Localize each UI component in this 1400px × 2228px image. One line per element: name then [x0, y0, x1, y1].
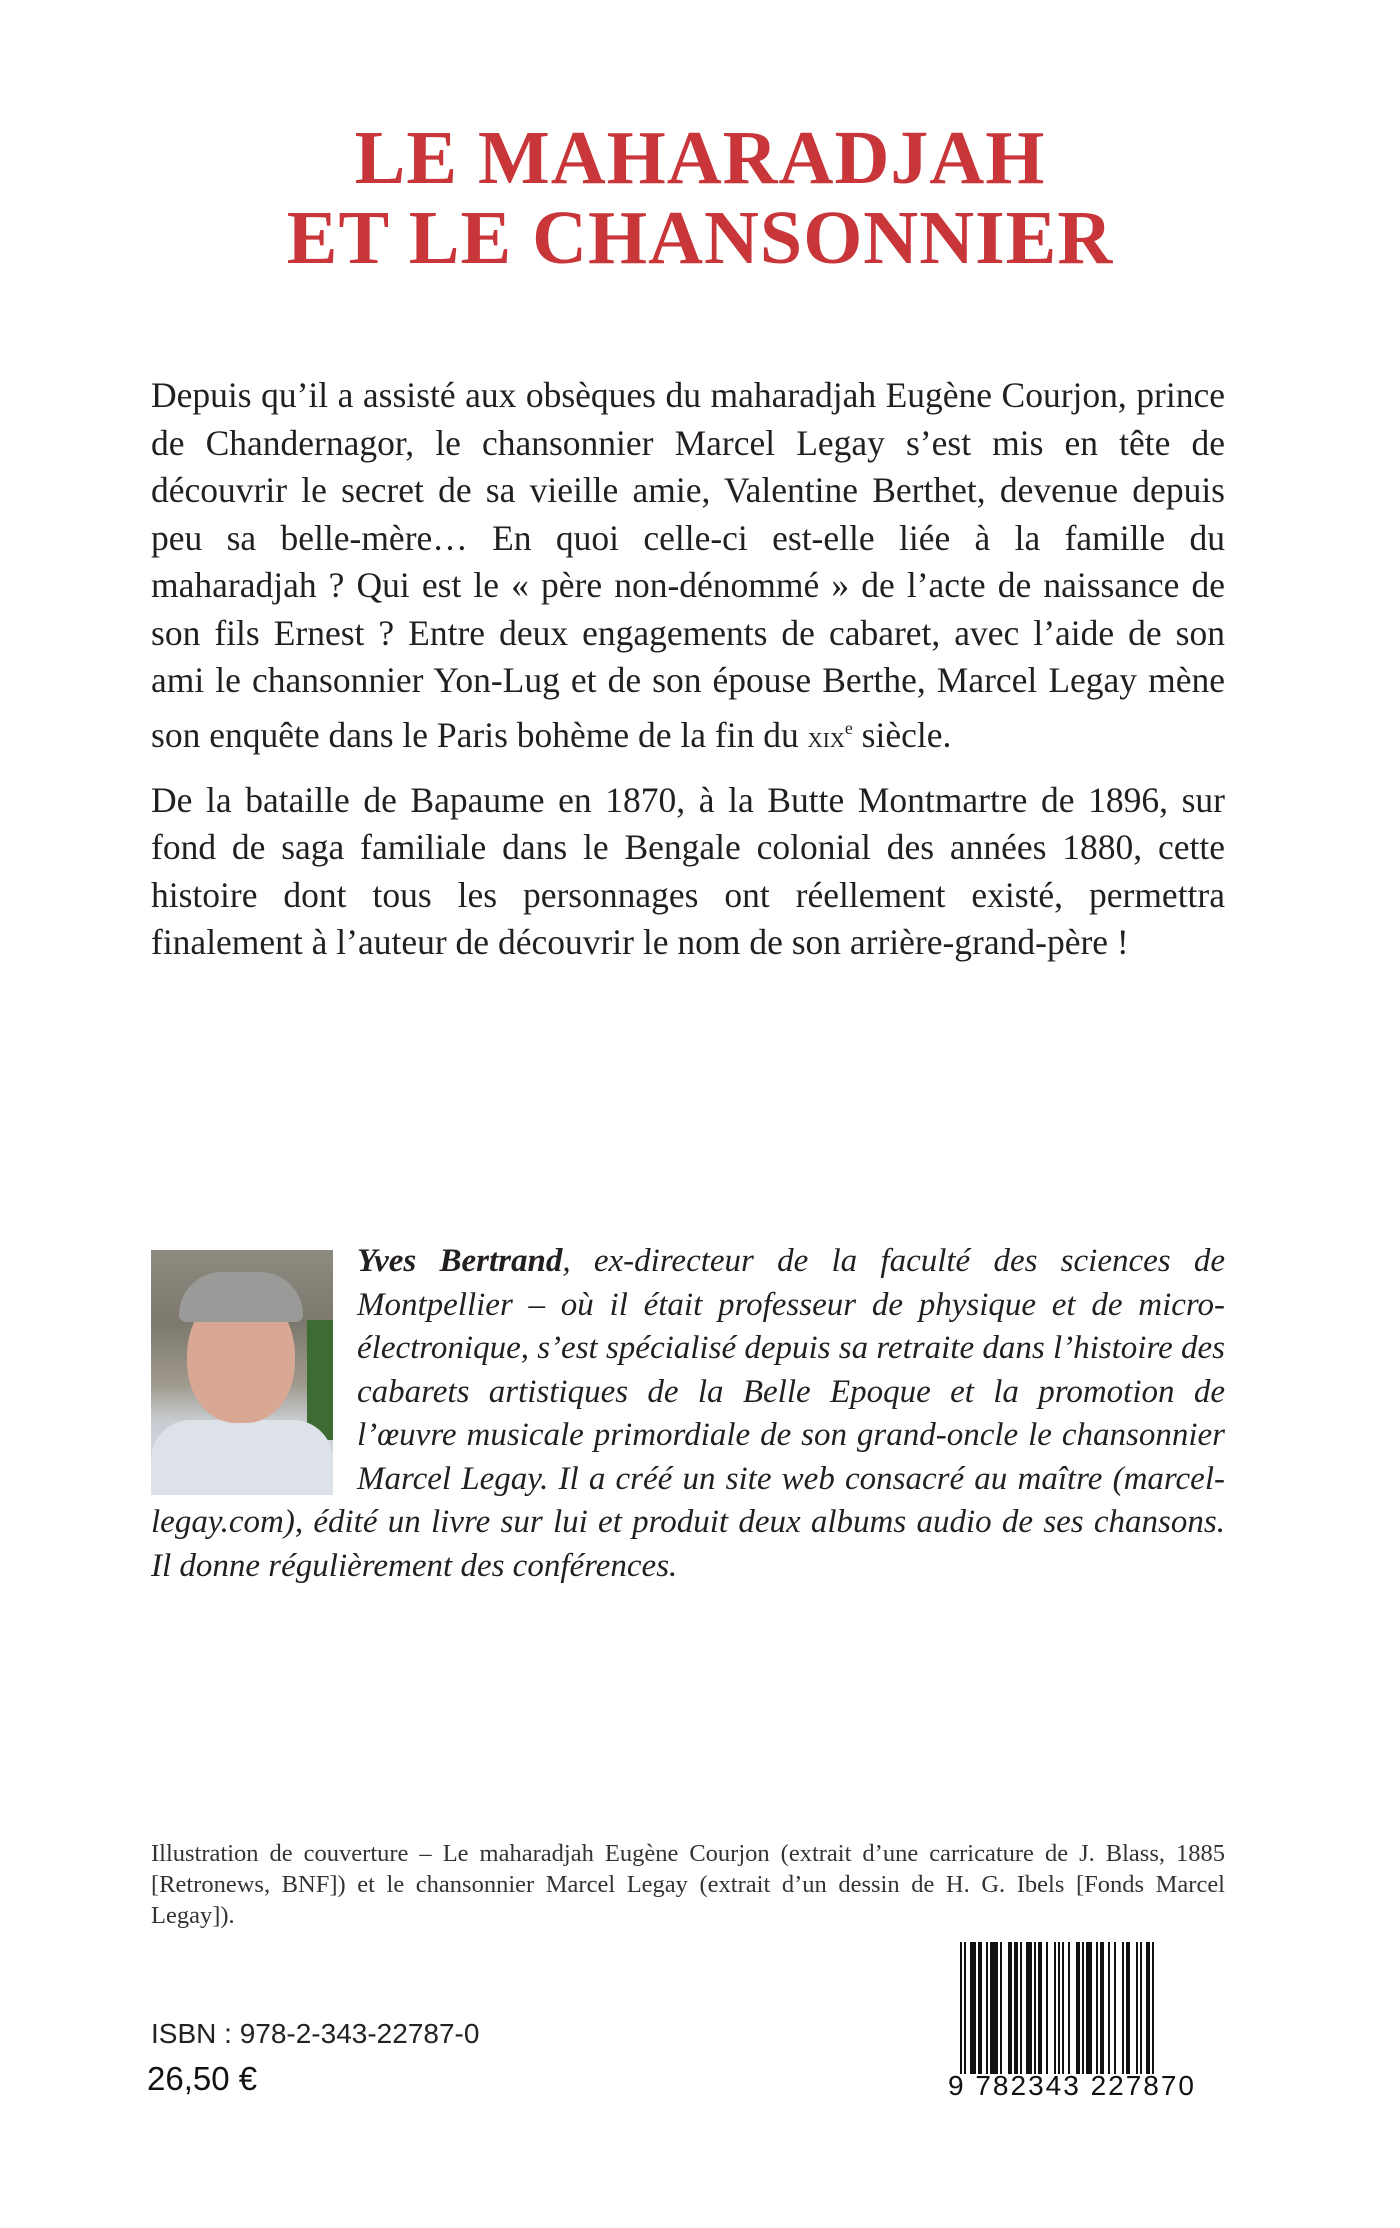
barcode-bar — [990, 1942, 998, 2074]
barcode-bar — [1154, 1942, 1156, 2074]
synopsis-paragraph-2: De la bataille de Bapaume en 1870, à la Butte Montmartre de 1896, sur fond de saga familiale dans le Bengale colonial des années 1880, cette histoire dont tous les personnages ont réellement existé, permettra finalement à l’auteur de découvrir le nom de son arrière-grand-père ! — [151, 779, 1225, 963]
author-name: Yves Bertrand — [357, 1243, 563, 1279]
book-title — [0, 118, 1400, 278]
isbn: ISBN : 978-2-343-22787-0 — [151, 2018, 480, 2049]
century-superscript: e — [844, 717, 853, 738]
title-line-2: ET LE CHANSONNIER — [286, 196, 1114, 280]
synopsis — [151, 372, 1225, 983]
barcode-digits: 9 782343 227870 — [948, 2070, 1196, 2101]
author-bio — [151, 1240, 1225, 1588]
synopsis-text: Depuis qu’il a assisté aux obsèques du maharadjah Eugène Courjon, prince de Chandernagor, le chansonnier Marcel Legay s’est mis en tête de découvrir le secret de sa vieille amie, Valentine Berthet, devenue depuis peu sa belle-mère… En quoi celle-ci est-elle liée à la famille du maharadjah ? Qui est le « père non-dénommé » de l’acte de naissance de son fils Ernest ? Entre deux engagements de cabaret, avec l’aide de son ami le chansonnier Yon-Lug et de son épouse Berthe, Marcel Legay mène son enquête dans le Paris bohème de la fin du — [151, 375, 1225, 755]
century-numeral: xix — [807, 719, 845, 754]
barcode — [948, 1942, 1220, 2112]
author-photo — [151, 1250, 333, 1495]
barcode-bars — [960, 1942, 1218, 2074]
synopsis-text-end: siècle. — [852, 714, 952, 755]
cover-credits: Illustration de couverture – Le maharadjah Eugène Courjon (extrait d’une carricature de J. Blass, 1885 [Retronews, BNF]) et le chansonnier Marcel Legay (extrait d’un dessin de H. G. Ibels [Fonds Marcel Legay]). — [151, 1840, 1225, 1929]
author-bio-text: , ex-directeur de la faculté des sciences de Montpellier – où il était professeur de physique et de micro-électronique, s’est spécialisé depuis sa retraite dans l’histoire des cabarets artistiques de la Belle Epoque et la promotion de l’œuvre musicale primordiale de son grand-oncle le chansonnier Marcel Legay. Il a créé un site web consacré au maître (marcel-legay.com), édité un livre sur lui et produit deux albums audio de ses chansons. Il donne régulièrement des conférences. — [151, 1243, 1225, 1584]
synopsis-paragraph-1 — [151, 372, 1225, 761]
price: 26,50 € — [147, 2060, 258, 2097]
title-line-1: LE MAHARADJAH — [354, 116, 1046, 200]
